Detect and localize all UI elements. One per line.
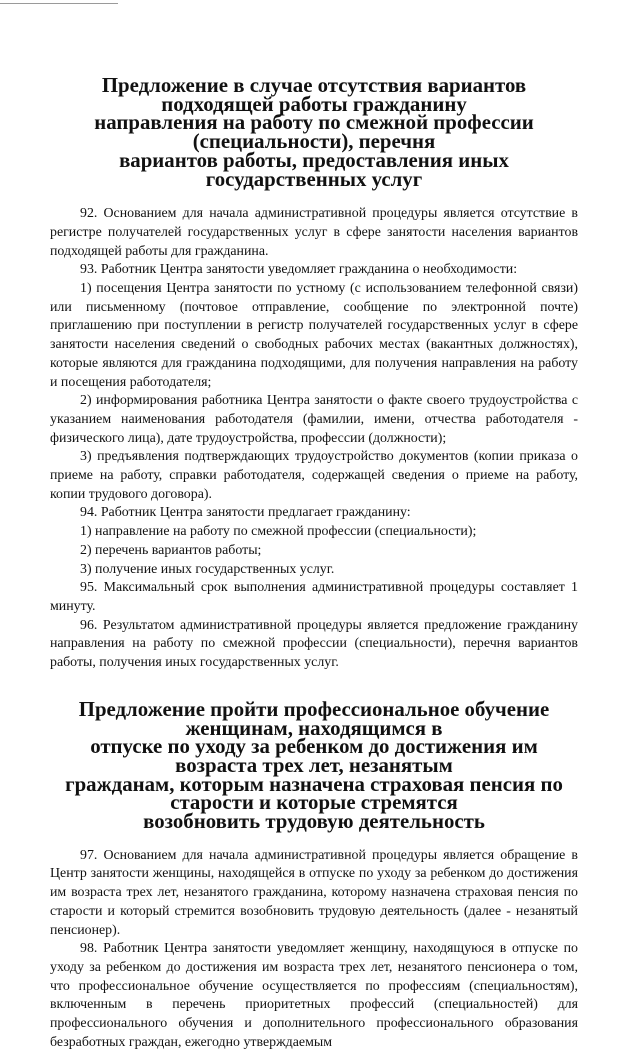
paragraph-94-item-2: 2) перечень вариантов работы; [80, 542, 262, 558]
paragraph-94: 94. Работник Центра занятости предлагает гражданину: [80, 505, 411, 521]
heading-line: Предложение в случае отсутствия вариантов подходящей работы гражданину [101, 73, 527, 116]
paragraph-93-item-2: 2) информирования работника Центра занятости о факте своего трудоустройства с указанием наименования работодателя (фамилии, имени, отчества работодателя - физического лица), дате трудоустройства, профессии (должности); [50, 393, 578, 446]
heading-line: возобновить трудовую деятельность [143, 809, 485, 834]
paragraph-94-item-1: 1) направление на работу по смежной профессии (специальности); [80, 524, 477, 540]
heading-line: Предложение пройти профессиональное обучение женщинам, находящимся в [78, 696, 550, 740]
spacer [50, 831, 578, 847]
top-rule [0, 3, 118, 4]
paragraph-95: 95. Максимальный срок выполнения административной процедуры составляет 1 минуту. [50, 580, 578, 614]
paragraph-97: 97. Основанием для начала административной процедуры является обращение в Центр занятости женщины, находящейся в отпуске по уходу за ребенком до достижения им возраста трех лет, незанятого гражданина, которому назначена страховая пенсия по старости и который стремится возобновить трудовую деятельность (далее - незанятый пенсионер). [50, 847, 578, 938]
paragraph-94-item-3: 3) получение иных государственных услуг. [80, 561, 335, 577]
spacer [50, 188, 578, 205]
section-1-heading [50, 73, 578, 191]
paragraph-93-item-3: 3) предъявления подтверждающих трудоустройство документов (копии приказа о приеме на работу, справки работодателя, содержащей сведения о приеме на работу, копии трудового договора). [50, 449, 578, 502]
heading-line: гражданам, которым назначена страховая пенсия по старости и которые стремятся [65, 771, 563, 815]
paragraph-98: 98. Работник Центра занятости уведомляет женщину, находящуюся в отпуске по уходу за ребенком до достижения им возраста трех лет, незанятого пенсионера о том, что профессиональное обучение осуществляется по профессиям (специальностям), включенным в перечень приоритетных профессий (специальностей) для профессионального обучения и дополнительного профессионального образования безработных граждан, ежегодно утверждаемым [50, 941, 578, 1050]
heading-line: направления на работу по смежной профессии (специальности), перечня [94, 110, 534, 154]
paragraph-96: 96. Результатом административной процедуры является предложение гражданину направления на работу по смежной профессии (специальности), перечня вариантов работы, получения иных государственных услуг. [50, 617, 578, 671]
heading-line: вариантов работы, предоставления иных государственных услуг [119, 147, 509, 191]
paragraph-93-item-1: 1) посещения Центра занятости по устному (с использованием телефонной связи) или письменному (почтовое отправление, сообщение по электронной почте) приглашению при поступлении в регистр получателей государственных услуг в сфере занятости населения сведений о свободных рабочих местах (вакантных должностях), которые являются для гражданина подходящими, для получения направления на работу и посещения работодателя; [50, 281, 578, 390]
section-2-heading [50, 696, 578, 834]
spacer [50, 673, 578, 700]
paragraph-93: 93. Работник Центра занятости уведомляет гражданина о необходимости: [80, 262, 518, 278]
paragraph-92: 92. Основанием для начала административной процедуры является отсутствие в регистре получателей государственных услуг в сфере занятости населения вариантов подходящей работы для гражданина. [50, 206, 578, 259]
document-page [50, 73, 578, 1052]
heading-line: отпуске по уходу за ребенком до достижения им возраста трех лет, незанятым [90, 734, 538, 777]
